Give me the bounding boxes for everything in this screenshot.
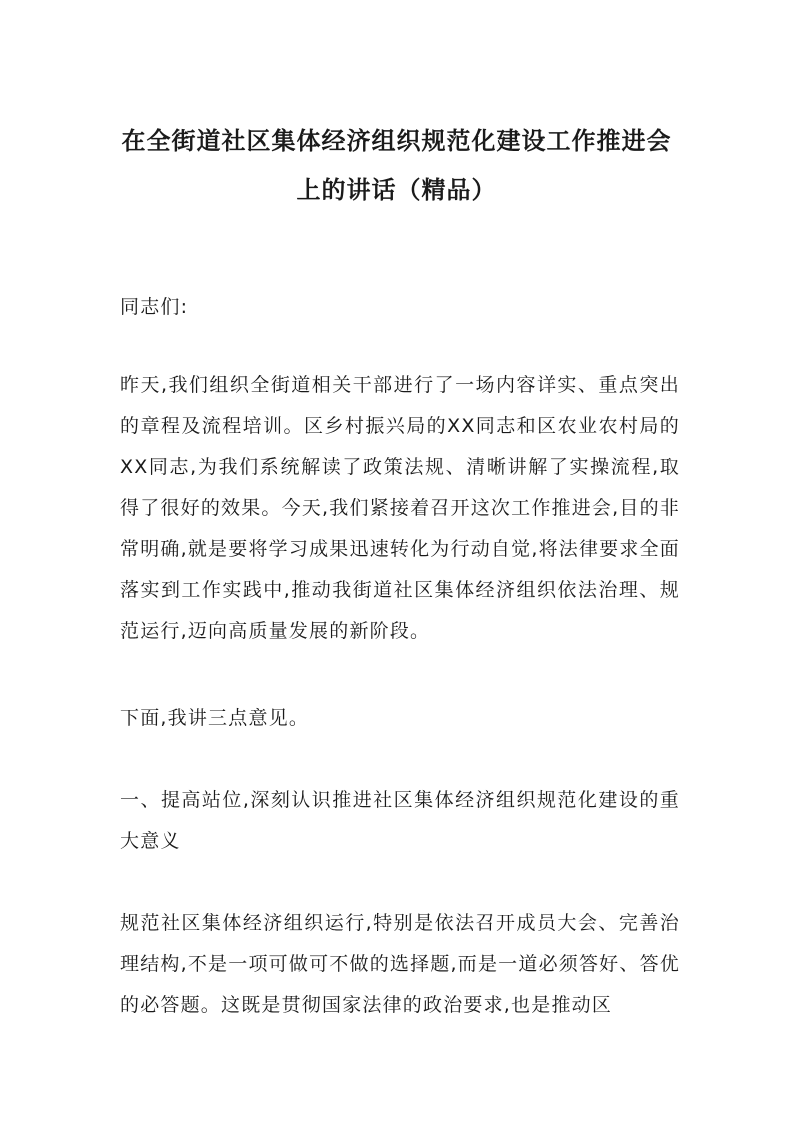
greeting: 同志们: bbox=[120, 296, 189, 318]
intro-text: 下面,我讲三点意见。 bbox=[120, 707, 310, 729]
document-title-line-1: 在全街道社区集体经济组织规范化建设工作推进会 bbox=[121, 127, 672, 155]
paragraph-2: 规范社区集体经济组织运行,特别是依法召开成员大会、完善治理结构,不是一项可做可不做的选择题,而是一道必须答好、答优的必答题。这既是贯彻国家法律的政治要求,也是推动区 bbox=[120, 912, 680, 1016]
document-title-line-2: 上的讲话（精品） bbox=[296, 176, 497, 204]
paragraph-1: 昨天,我们组织全街道相关干部进行了一场内容详实、重点突出的章程及流程培训。区乡村振兴局的XX同志和区农业农村局的XX同志,为我们系统解读了政策法规、清晰讲解了实操流程,取得了很好的效果。今天,我们紧接着召开这次工作推进会,目的非常明确,就是要将学习成果迅速转化为行动自觉,将法律要求全面落实到工作实践中,推动我街道社区集体经济组织依法治理、规范运行,迈向高质量发展的新阶段。 bbox=[120, 374, 680, 642]
section-1-heading: 一、提高站位,深刻认识推进社区集体经济组织规范化建设的重大意义 bbox=[120, 789, 680, 852]
